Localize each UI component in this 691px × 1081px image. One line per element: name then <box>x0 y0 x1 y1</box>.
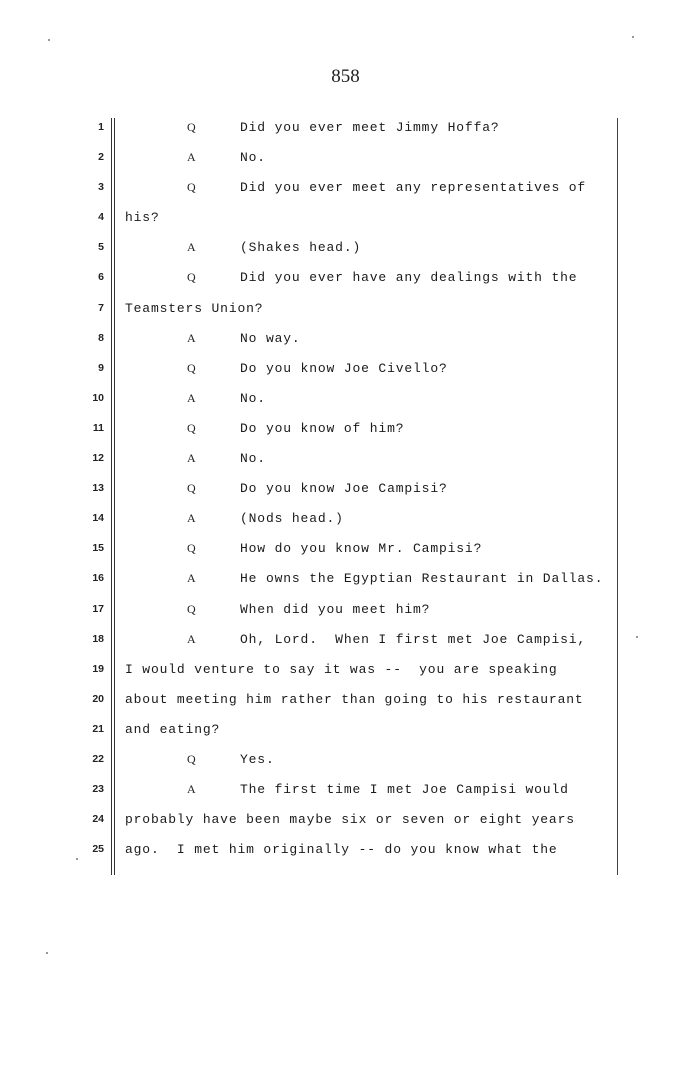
line-number: 5 <box>98 241 104 254</box>
line-text: Did you ever meet Jimmy Hoffa? <box>240 120 500 135</box>
scan-speck <box>48 39 50 41</box>
transcript-line <box>0 687 691 717</box>
transcript-line <box>0 416 691 446</box>
speaker-label: Q <box>187 601 196 616</box>
transcript-line <box>0 506 691 536</box>
line-number: 21 <box>92 722 104 735</box>
line-text: He owns the Egyptian Restaurant in Dallas. <box>240 571 604 587</box>
transcript-line <box>0 717 691 747</box>
line-number: 8 <box>98 331 104 344</box>
line-text: How do you know Mr. Campisi? <box>240 541 483 557</box>
line-text: When did you meet him? <box>240 601 431 617</box>
transcript-line <box>0 115 691 145</box>
transcript-lines <box>0 115 691 867</box>
line-text: (Shakes head.) <box>240 240 362 256</box>
line-number: 22 <box>92 752 104 765</box>
line-number: 1 <box>98 121 104 133</box>
transcript-line <box>0 205 691 235</box>
line-number: 10 <box>92 391 104 404</box>
transcript-line <box>0 326 691 356</box>
transcript-line <box>0 265 691 295</box>
speaker-label: A <box>187 511 196 526</box>
transcript-line <box>0 235 691 265</box>
speaker-label: Q <box>187 751 196 766</box>
line-number: 25 <box>92 843 104 856</box>
line-text: No. <box>240 451 266 467</box>
speaker-label: A <box>187 240 196 255</box>
line-text: Do you know Joe Civello? <box>240 360 448 376</box>
speaker-label: A <box>187 782 196 797</box>
transcript-line <box>0 476 691 506</box>
line-text: ago. I met him originally -- do you know what the <box>125 842 558 858</box>
speaker-label: A <box>187 150 196 165</box>
speaker-label: Q <box>187 120 196 134</box>
line-number: 9 <box>98 361 104 374</box>
line-text: Do you know of him? <box>240 420 405 436</box>
transcript-line <box>0 837 691 867</box>
line-text: I would venture to say it was -- you are speaking <box>125 661 558 677</box>
line-number: 2 <box>98 151 104 164</box>
line-number: 15 <box>92 542 104 555</box>
scan-speck <box>636 636 638 638</box>
transcript-line <box>0 747 691 777</box>
transcript-line <box>0 386 691 416</box>
line-text: Teamsters Union? <box>125 300 264 316</box>
speaker-label: A <box>187 631 196 646</box>
transcript-line <box>0 807 691 837</box>
line-number: 12 <box>92 452 104 465</box>
speaker-label: Q <box>187 180 196 195</box>
scan-speck <box>76 858 78 860</box>
line-text: No. <box>240 390 266 406</box>
line-number: 11 <box>92 421 104 434</box>
transcript-line <box>0 356 691 386</box>
line-number: 23 <box>92 783 104 796</box>
speaker-label: A <box>187 390 196 405</box>
transcript-line <box>0 566 691 596</box>
transcript-line <box>0 446 691 476</box>
transcript-line <box>0 296 691 326</box>
line-number: 18 <box>92 632 104 645</box>
line-number: 4 <box>98 211 104 224</box>
line-number: 19 <box>92 662 104 675</box>
speaker-label: Q <box>187 541 196 556</box>
line-number: 16 <box>92 572 104 585</box>
speaker-label: A <box>187 330 196 345</box>
line-number: 6 <box>98 271 104 284</box>
line-text: his? <box>125 210 160 226</box>
line-number: 3 <box>98 181 104 194</box>
speaker-label: A <box>187 571 196 586</box>
line-text: about meeting him rather than going to his restaurant <box>125 691 584 707</box>
line-number: 13 <box>92 482 104 495</box>
line-text: Did you ever meet any representatives of <box>240 180 587 196</box>
line-text: and eating? <box>125 721 221 737</box>
line-number: 17 <box>92 602 104 615</box>
line-number: 14 <box>92 512 104 525</box>
line-text: Did you ever have any dealings with the <box>240 270 578 286</box>
line-text: No. <box>240 150 266 166</box>
transcript-line <box>0 536 691 566</box>
scan-speck <box>46 952 48 954</box>
line-text: Do you know Joe Campisi? <box>240 481 448 497</box>
transcript-line <box>0 657 691 687</box>
speaker-label: Q <box>187 270 196 285</box>
page-number: 858 <box>331 66 360 87</box>
transcript-line <box>0 777 691 807</box>
line-number: 24 <box>92 813 104 826</box>
speaker-label: Q <box>187 360 196 375</box>
transcript-line <box>0 145 691 175</box>
speaker-label: A <box>187 451 196 466</box>
line-text: Yes. <box>240 751 275 767</box>
transcript-line <box>0 175 691 205</box>
line-text: The first time I met Joe Campisi would <box>240 782 569 798</box>
scan-speck <box>632 36 634 38</box>
line-text: No way. <box>240 330 301 346</box>
line-text: Oh, Lord. When I first met Joe Campisi, <box>240 631 587 647</box>
speaker-label: Q <box>187 481 196 496</box>
speaker-label: Q <box>187 420 196 435</box>
line-number: 7 <box>98 301 104 314</box>
transcript-line <box>0 597 691 627</box>
line-text: probably have been maybe six or seven or eight years <box>125 812 575 828</box>
line-number: 20 <box>92 692 104 705</box>
transcript-line <box>0 627 691 657</box>
line-text: (Nods head.) <box>240 511 344 527</box>
